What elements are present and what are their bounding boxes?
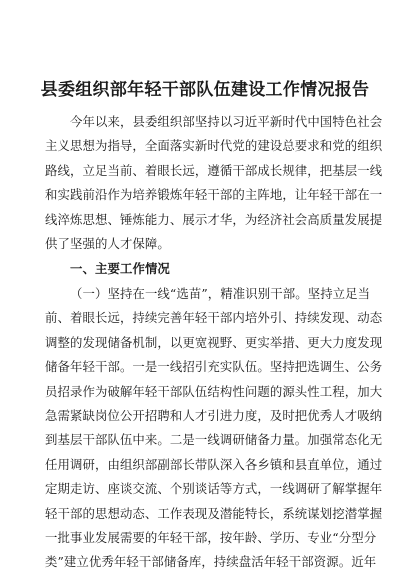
intro-paragraph <box>45 110 383 256</box>
document-title: 县委组织部年轻干部队伍建设工作情况报告 <box>40 80 370 100</box>
text-line: 任用调研，由组织部副部长带队深入各乡镇和县直单位，通过 <box>45 456 383 472</box>
text-line: 前、着眼长远，持续完善年轻干部内培外引、持续发现、动态 <box>45 310 383 326</box>
text-line: 和实践前沿作为培养锻炼年轻干部的主阵地，让年轻干部在一 <box>45 187 383 203</box>
text-line: 定期走访、座谈交流、个别谈话等方式，一线调研了解掌握年 <box>45 481 383 497</box>
section-heading-text: 一、主要工作情况 <box>70 261 170 276</box>
text-line: 储备年轻干部。一是一线招引充实队伍。坚持把选调生、公务 <box>45 359 383 375</box>
text-line: 线淬炼思想、锤炼能力、展示才华，为经济社会高质量发展提 <box>45 211 383 227</box>
section-paragraph <box>45 282 383 575</box>
text-line: 主义思想为指导，全面落实新时代党的建设总要求和党的组织 <box>45 138 383 154</box>
text-line: 急需紧缺岗位公开招聘和人才引进力度，及时把优秀人才吸纳 <box>45 407 383 423</box>
text-line: 员招录作为破解年轻干部队伍结构性问题的源头性工程，加大 <box>45 383 383 399</box>
text-line: 今年以来，县委组织部坚持以习近平新时代中国特色社会 <box>70 114 383 129</box>
text-line: 供了坚强的人才保障。 <box>45 235 170 251</box>
text-line: 一批事业发展需要的年轻干部，按年龄、学历、专业“分型分 <box>45 529 377 545</box>
text-line: 轻干部的思想动态、工作表现及潜能特长，系统谋划挖潜掌握 <box>45 505 383 521</box>
text-line: 路线，立足当前、着眼长远，遵循干部成长规律，把基层一线 <box>45 162 383 178</box>
section-heading <box>45 257 365 281</box>
text-line: 类”建立优秀年轻干部储备库，持续盘活年轻干部资源。近年 <box>45 554 377 570</box>
text-line: （一）坚持在一线“选苗”，精准识别干部。坚持立足当 <box>70 286 371 301</box>
text-line: 到基层干部队伍中来。二是一线调研储备力量。加强常态化无 <box>45 432 383 448</box>
text-line: 调整的发现储备机制，以更宽视野、更实举措、更大力度发现 <box>45 334 383 350</box>
